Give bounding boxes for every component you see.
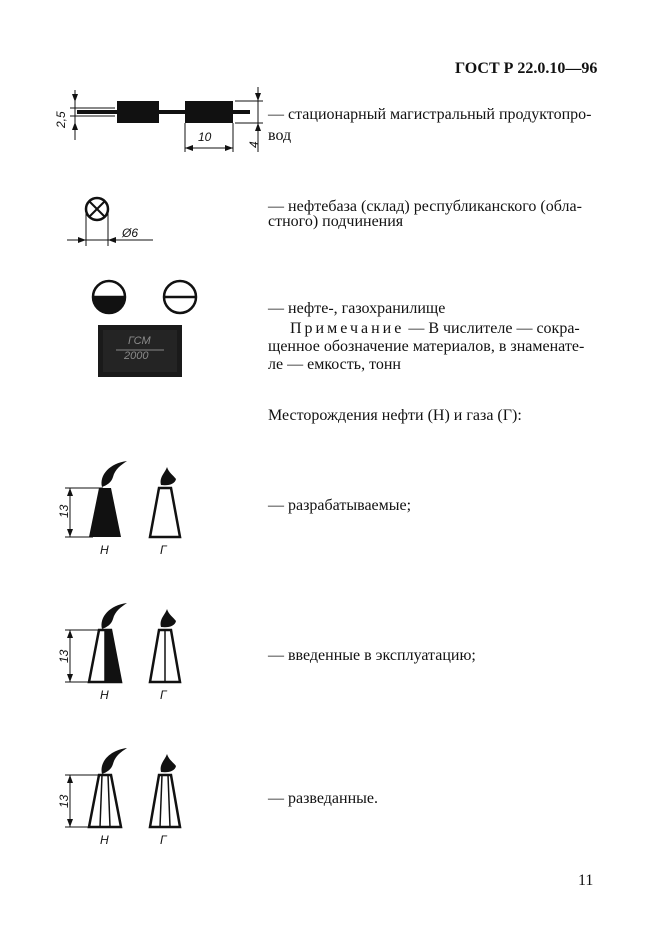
item-depot-line1: — нефтебаза (склад) республиканского (обла- xyxy=(268,198,582,215)
storage-symbols xyxy=(85,278,205,383)
deposit-developed-text: — разрабатываемые; xyxy=(268,497,412,514)
note-line1-rest: — В числителе — сокра- xyxy=(408,320,580,337)
note-line2: щенное обозначение материалов, в знаменате- xyxy=(268,338,585,355)
deposit-commissioned-label-oil: Н xyxy=(100,688,109,702)
deposit-explored-label-gas: Г xyxy=(160,833,167,847)
item-storage-line1: — нефте-, газохранилище xyxy=(268,300,446,317)
section-heading: Месторождения нефти (Н) и газа (Г): xyxy=(268,407,522,424)
pipeline-dim-bottom: 10 xyxy=(198,130,212,144)
deposit-commissioned-label-gas: Г xyxy=(160,688,167,702)
pipeline-dim-right: 4 xyxy=(247,141,261,148)
deposit-commissioned-text: — введенные в эксплуатацию; xyxy=(268,647,476,664)
deposit-developed-label-gas: Г xyxy=(160,543,167,557)
deposit-explored-label-oil: Н xyxy=(100,833,109,847)
deposit-developed-symbols xyxy=(55,455,195,545)
pipeline-symbol xyxy=(55,82,270,157)
item-depot-line2: стного) подчинения xyxy=(268,213,404,230)
pipeline-dim-left: 2,5 xyxy=(54,111,68,128)
deposit-commissioned-dim: 13 xyxy=(57,649,71,663)
page-number: 11 xyxy=(578,872,594,889)
item-pipeline-line1: — стационарный магистральный продуктопро- xyxy=(268,106,592,123)
note-line3: ле — емкость, тонн xyxy=(268,356,401,373)
deposit-explored-text: — разведанные. xyxy=(268,790,378,807)
deposit-developed-dim: 13 xyxy=(57,504,71,518)
deposit-explored-symbols xyxy=(55,745,195,835)
document-code: ГОСТ Р 22.0.10—96 xyxy=(455,60,598,77)
storage-denominator: 2000 xyxy=(124,350,149,362)
note-label: Примечание xyxy=(290,320,405,337)
depot-symbol xyxy=(65,190,155,248)
deposit-developed-label-oil: Н xyxy=(100,543,109,557)
item-pipeline-line2: вод xyxy=(268,127,292,144)
storage-numerator: ГСМ xyxy=(128,335,151,347)
deposit-explored-dim: 13 xyxy=(57,794,71,808)
depot-dim: Ø6 xyxy=(122,226,139,240)
deposit-commissioned-symbols xyxy=(55,600,195,690)
